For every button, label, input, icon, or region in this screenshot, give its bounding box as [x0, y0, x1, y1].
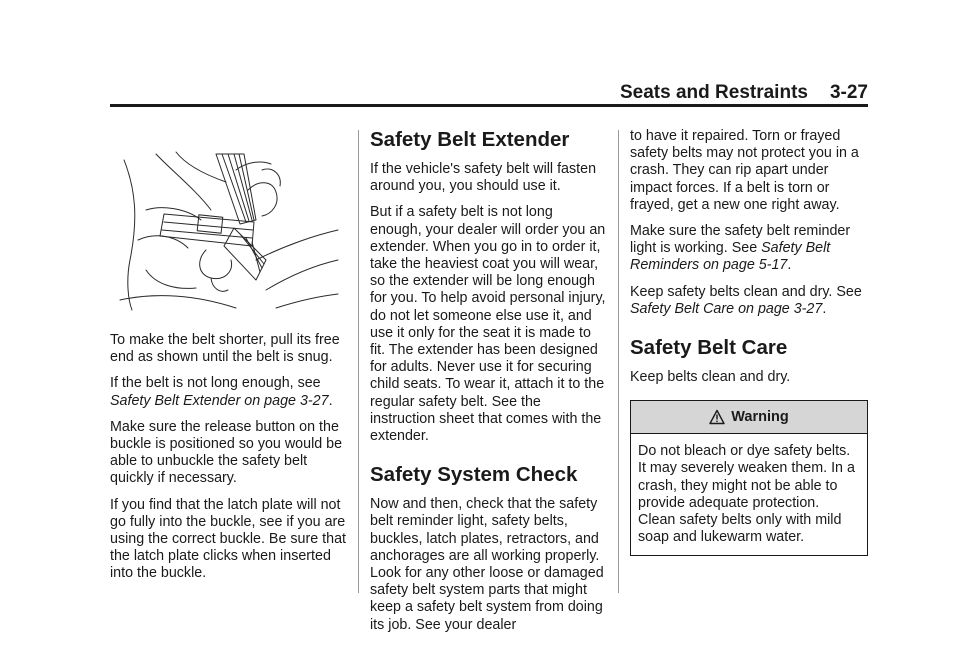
paragraph: If you find that the latch plate will not go fully into the buckle, see if you are using the correct buckle. Be sure that the latch plate clicks when inserted into the buckle.: [110, 496, 347, 582]
paragraph: But if a safety belt is not long enough, your dealer will order you an extender. When you go in to order it, take the heaviest coat you will wear, so the extender will be long enough for you. To help avoid personal injury, do not let someone else use it, and use it only for the seat it is made to fit. The extender has been designed for adults. Never use it for securing child seats. To wear it, attach it to the regular safety belt. See the instruction sheet that comes with the extender.: [370, 204, 606, 445]
cross-reference: Safety Belt Reminders on page 5-17: [630, 240, 831, 274]
paragraph: Keep belts clean and dry.: [630, 369, 791, 386]
warning-triangle-icon: [709, 409, 725, 425]
column-left: [110, 128, 348, 592]
section-heading: Safety Belt Care: [630, 336, 788, 360]
warning-text: Do not bleach or dye safety belts. It may severely weaken them. In a crash, they might not be able to provide adequate protection. Clean safety belts only with mild soap and lukewarm water.: [638, 443, 855, 546]
page-number: 3-27: [829, 82, 868, 103]
warning-body: [631, 434, 867, 555]
warning-box: [630, 400, 868, 556]
text-run: If the belt is not long enough, see: [110, 375, 321, 392]
paragraph: [110, 375, 348, 409]
text-run: Keep safety belts clean and dry. See: [630, 283, 862, 300]
column-right: [630, 128, 870, 556]
cross-reference: Safety Belt Care on page 3-27: [630, 300, 823, 317]
column-middle: [370, 128, 608, 643]
belt-tightening-illustration: [116, 150, 341, 312]
paragraph: Make sure the release button on the buckle is positioned so you would be able to unbuckle the safety belt quickly if necessary.: [110, 418, 343, 487]
text-run: Make sure the safety belt reminder light is working. See: [630, 223, 851, 257]
paragraph: [630, 223, 870, 275]
page-header: [110, 80, 868, 106]
section-title: Seats and Restraints: [620, 82, 808, 103]
section-heading: Safety System Check: [370, 463, 578, 487]
column-divider-right: [618, 130, 619, 593]
paragraph: Now and then, check that the safety belt reminder light, safety belts, buckles, latch plates, retractors, and anchorages are all working properly. Look for any other loose or damaged safety belt system parts that might keep a safety belt system from doing its job. See your dealer: [370, 496, 604, 633]
paragraph: [630, 284, 870, 318]
warning-title: Warning: [731, 408, 789, 425]
header-rule: [110, 104, 868, 107]
belt-illustration-svg: [116, 150, 341, 312]
paragraph: To make the belt shorter, pull its free end as shown until the belt is snug.: [110, 332, 340, 366]
paragraph: to have it repaired. Torn or frayed safety belts may not protect you in a crash. They can rip apart under impact forces. If a belt is torn or frayed, get a new one right away.: [630, 128, 859, 213]
text-run: .: [787, 257, 792, 274]
text-run: .: [822, 300, 827, 317]
paragraph: If the vehicle's safety belt will fasten around you, you should use it.: [370, 161, 597, 195]
warning-header: [631, 401, 867, 434]
cross-reference: Safety Belt Extender on page 3-27: [110, 392, 329, 409]
column-divider-left: [358, 130, 359, 593]
section-heading: Safety Belt Extender: [370, 128, 570, 151]
text-run: .: [328, 392, 333, 409]
header-text: [620, 82, 868, 104]
